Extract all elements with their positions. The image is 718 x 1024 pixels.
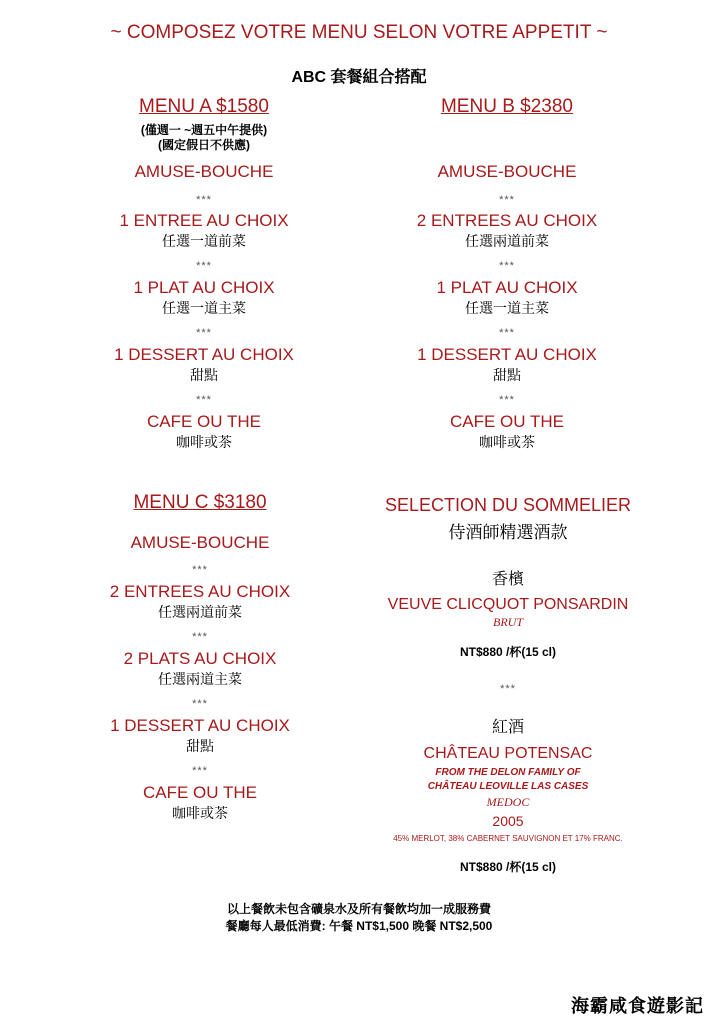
footer-note: 以上餐飲未包含礦泉水及所有餐飲均加一成服務費 bbox=[226, 902, 491, 916]
menu-a-dessert: 1 DESSERT AU CHOIX bbox=[114, 345, 294, 364]
menu-b-dessert-zh: 甜點 bbox=[493, 367, 521, 383]
menu-c-amuse: AMUSE-BOUCHE bbox=[130, 533, 270, 552]
menu-b-plat-zh: 任選一道主菜 bbox=[465, 300, 549, 316]
separator: *** bbox=[192, 765, 208, 777]
separator: *** bbox=[192, 564, 208, 576]
menu-a-title: MENU A $1580 bbox=[139, 96, 269, 117]
menu-a-dessert-zh: 甜點 bbox=[190, 367, 218, 383]
menu-b-dessert: 1 DESSERT AU CHOIX bbox=[417, 345, 597, 364]
red-wine-from-1: FROM THE DELON FAMILY OF bbox=[435, 767, 581, 778]
red-wine-from-2: CHÂTEAU LEOVILLE LAS CASES bbox=[427, 781, 589, 792]
separator: *** bbox=[196, 327, 212, 339]
menu-c-entree-zh: 任選兩道前菜 bbox=[158, 604, 242, 620]
menu-b-plat: 1 PLAT AU CHOIX bbox=[436, 278, 578, 297]
menu-a-plat-zh: 任選一道主菜 bbox=[162, 300, 246, 316]
separator: *** bbox=[196, 394, 212, 406]
sommelier-title: SELECTION DU SOMMELIER bbox=[384, 495, 632, 515]
footer-minimum-spend: 餐廳每人最低消費: 午餐 NT$1,500 晚餐 NT$2,500 bbox=[225, 919, 493, 933]
separator: *** bbox=[192, 698, 208, 710]
menu-c-entree: 2 ENTREES AU CHOIX bbox=[109, 582, 291, 601]
menu-c-dessert: 1 DESSERT AU CHOIX bbox=[110, 716, 290, 735]
watermark: 海霸咸食遊影記 bbox=[571, 996, 704, 1017]
menu-c-plat: 2 PLATS AU CHOIX bbox=[123, 649, 277, 668]
separator: *** bbox=[499, 194, 515, 206]
menu-c-title: MENU C $3180 bbox=[133, 492, 267, 513]
separator: *** bbox=[499, 327, 515, 339]
separator: *** bbox=[196, 260, 212, 272]
menu-c-dessert-zh: 甜點 bbox=[186, 738, 214, 754]
red-wine-name: CHÂTEAU POTENSAC bbox=[423, 745, 593, 762]
menu-a-plat: 1 PLAT AU CHOIX bbox=[133, 278, 275, 297]
menu-a-note-1: (僅週一 ~週五中午提供) bbox=[140, 123, 268, 137]
menu-c-plat-zh: 任選兩道主菜 bbox=[158, 671, 242, 687]
separator: *** bbox=[500, 683, 516, 695]
red-wine-year: 2005 bbox=[492, 813, 524, 829]
menu-a-note-2: (國定假日不供應) bbox=[158, 138, 250, 152]
red-wine-price: NT$880 /杯(15 cl) bbox=[459, 860, 557, 874]
separator: *** bbox=[196, 194, 212, 206]
red-wine-region: MEDOC bbox=[486, 795, 530, 809]
champagne-heading: 香檳 bbox=[491, 571, 524, 588]
menu-a-cafe-zh: 咖啡或茶 bbox=[176, 434, 232, 450]
sommelier-title-zh: 侍酒師精選酒款 bbox=[448, 523, 568, 542]
menu-c-cafe: CAFE OU THE bbox=[143, 783, 257, 802]
champagne-price: NT$880 /杯(15 cl) bbox=[459, 645, 557, 659]
menu-a-entree-zh: 任選一道前菜 bbox=[162, 233, 246, 249]
menu-b-cafe-zh: 咖啡或茶 bbox=[479, 434, 535, 450]
separator: *** bbox=[499, 394, 515, 406]
separator: *** bbox=[499, 260, 515, 272]
menu-c-cafe-zh: 咖啡或茶 bbox=[172, 805, 228, 821]
page-subtitle: ABC 套餐組合搭配 bbox=[291, 69, 427, 86]
menu-b-entree-zh: 任選兩道前菜 bbox=[465, 233, 549, 249]
champagne-style: BRUT bbox=[493, 615, 523, 629]
menu-a-amuse: AMUSE-BOUCHE bbox=[134, 162, 274, 181]
red-wine-blend: 45% MERLOT, 38% CABERNET SAUVIGNON ET 17% FRANC. bbox=[393, 834, 623, 843]
champagne-name: VEUVE CLICQUOT PONSARDIN bbox=[387, 596, 629, 613]
menu-b-title: MENU B $2380 bbox=[440, 96, 573, 117]
menu-a-cafe: CAFE OU THE bbox=[147, 412, 261, 431]
red-wine-heading: 紅酒 bbox=[491, 719, 524, 736]
menu-b-amuse: AMUSE-BOUCHE bbox=[437, 162, 577, 181]
menu-b-cafe: CAFE OU THE bbox=[450, 412, 564, 431]
separator: *** bbox=[192, 631, 208, 643]
menu-a-entree: 1 ENTREE AU CHOIX bbox=[119, 211, 289, 230]
page-title: ~ COMPOSEZ VOTRE MENU SELON VOTRE APPETIT ~ bbox=[110, 22, 608, 43]
menu-b-entree: 2 ENTREES AU CHOIX bbox=[416, 211, 598, 230]
